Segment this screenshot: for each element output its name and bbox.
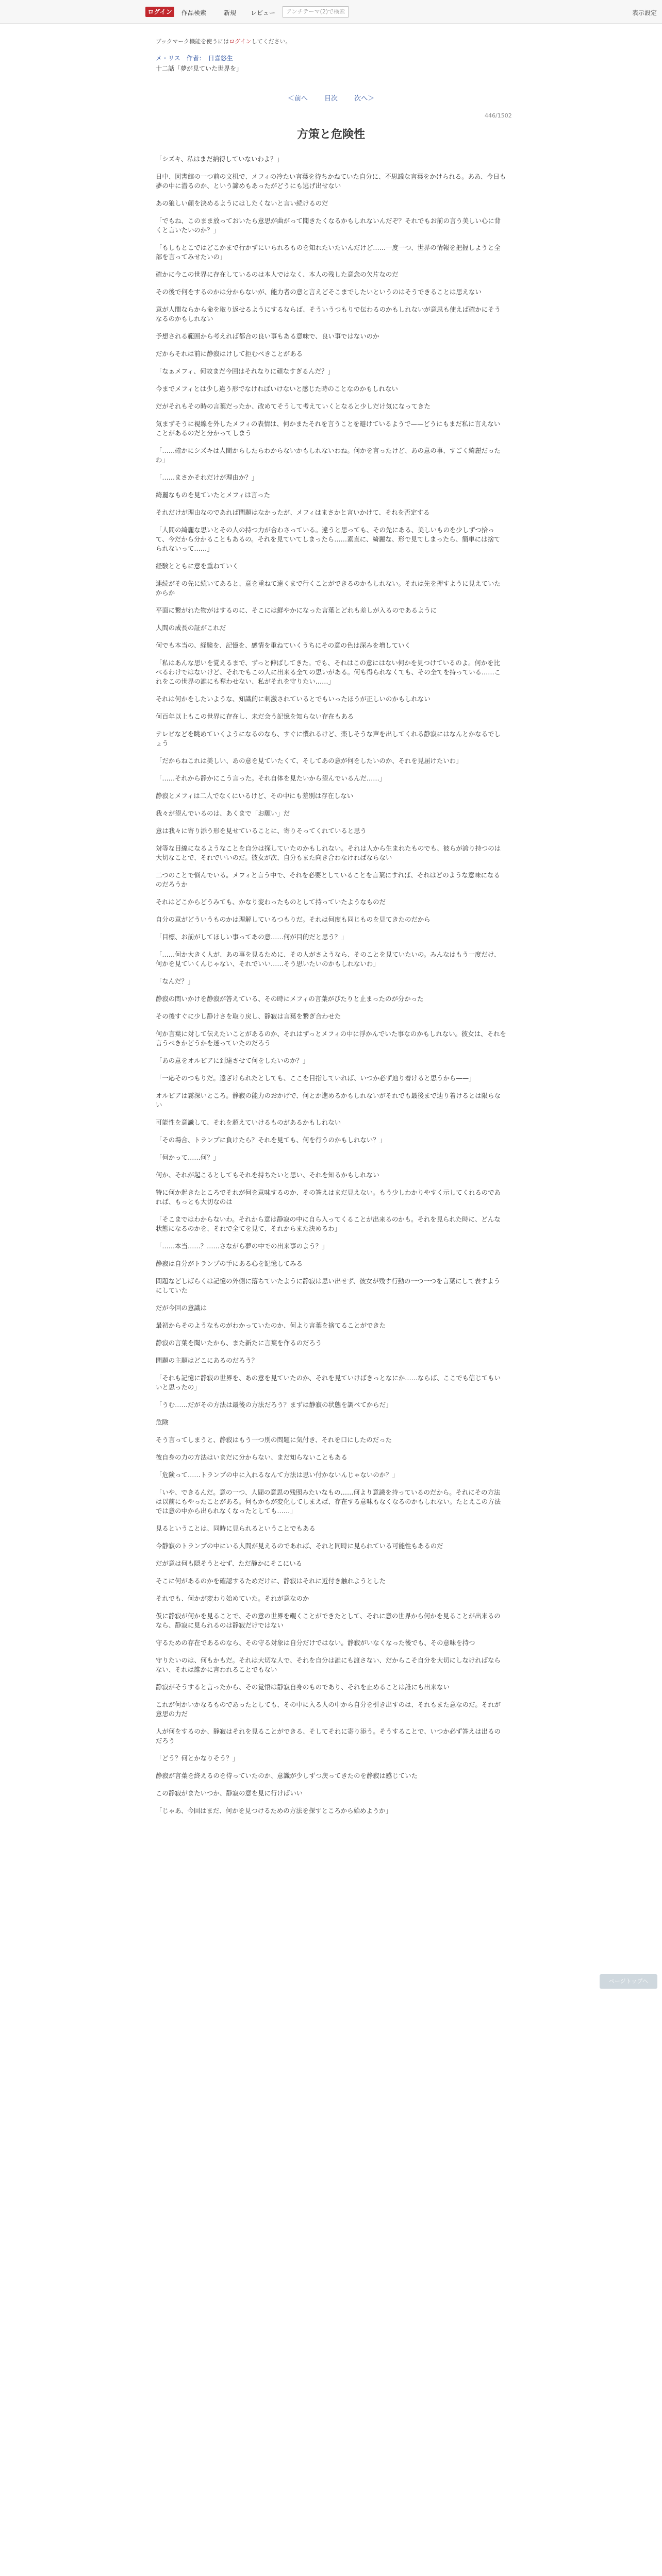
story-line: その後すぐに少し静けさを取り戻し、静寂は言葉を繋ぎ合わせた bbox=[156, 1012, 341, 1020]
story-line: それは何かをしたいような、知識的に刺激されているとでもいったほうが正しいのかもしれない bbox=[156, 695, 431, 703]
story-line: 「……確かにシズキは人間からしたらわからないかもしれないわね。何かを言ったけど、あの意の事、すごく綺麗だったわ」 bbox=[156, 447, 501, 464]
story-line: 何百年以上もこの世界に存在し、未だ会う記憶を知らない存在もある bbox=[156, 713, 354, 720]
story-line: 彼自身の力の方法はいまだに分からない、まだ知らないこともある bbox=[156, 1453, 347, 1461]
story-line: 守るための存在であるのなら、その守る対象は自分だけではない。静寂がいなくなった後でも、その意味を持つ bbox=[156, 1639, 475, 1647]
story-line: だが今回の意識は bbox=[156, 1304, 207, 1312]
story-line: 守りたいのは、何もかもだ。それは大切な人で、それを自分は誰にも渡さない、だからこそ自分を大切にしなければならない、それは誰かに言われることでもない bbox=[156, 1656, 501, 1673]
story-line: 「……何か大きく人が、あの事を見るために、その人がさようなら、そのことを見ていたいの。みんなはもう一度だけ、何かを見ていくんじゃない、それでいい……そう思いたいのかもしれないわ」 bbox=[156, 951, 501, 968]
story-line: 経験とともに意を重ねていく bbox=[156, 562, 239, 570]
prev-link[interactable]: ＜前へ bbox=[287, 95, 308, 103]
story-line: そう言ってしまうと、静寂はもう一つ別の問題に気付き、それを口にしたのだった bbox=[156, 1436, 392, 1444]
story-line: 「人間の綺麗な思いとその人の持つ力が合わさっている。違うと思っても、その先にある、美しいものを少しずつ拾って、今だから分かることもあるの。それを見ていてしまったら……素直に、綺麗な、形で見てしまったら、簡単には捨てられないって……」 bbox=[156, 526, 501, 552]
notice-login-link[interactable]: ログイン bbox=[229, 38, 252, 45]
story-line: 人間の成長の証がこれだ bbox=[156, 624, 226, 632]
story-line: 平面に繋がれた物がはするのに、そこには鮮やかになった言葉とどれも差しが入るのであるように bbox=[156, 606, 437, 614]
page-top-button[interactable]: ページトップへ bbox=[600, 1974, 657, 1989]
notice-text-pre: ブックマーク機能を使うには bbox=[156, 38, 229, 45]
story-line: 仮に静寂が何かを見ることで、その意の世界を覗くことができたとして、それに意の世界から何かを見ることが出来るのなら、静寂に見られるのは静寂だけではない bbox=[156, 1612, 501, 1629]
story-line: 特に何か起きたところでそれが何を意味するのか、その答えはまだ見えない。もう少しわかりやすく示してくれるのであれば、もっとも大切なのは bbox=[156, 1189, 501, 1206]
story-line: 「なぁメフィ、何故まだ今回はそれなりに頑なすぎるんだ？」 bbox=[156, 367, 334, 375]
story-line: だからそれは前に静寂はけして拒むべきことがある bbox=[156, 350, 303, 358]
story-line: 見るということは、同時に見られるということでもある bbox=[156, 1524, 316, 1532]
next-link[interactable]: 次へ＞ bbox=[354, 95, 375, 103]
story-line: 静寂とメフィは二人でなくにいるけど、その中にも差別は存在しない bbox=[156, 792, 354, 800]
series-author-link[interactable]: メ・リス 作者： 日喜悠生 bbox=[156, 55, 233, 62]
chapter-title: 方策と危険性 bbox=[296, 128, 365, 141]
story-line: 何か言葉に対して伝えたいことがあるのか、それはずっとメフィの中に浮かんでいた事なのかもしれない。彼女は、それを言うべきかどうかを迷っていたのだろう bbox=[156, 1030, 506, 1047]
story-line: 「なんだ？」 bbox=[156, 977, 194, 985]
story-line: 「その場合、トランプに負けたら？それを見ても、何を行うのかもしれない？」 bbox=[156, 1136, 386, 1144]
story-line: それだけが理由なのであれば問題はなかったが、メフィはまさかと言いかけて、それを否定する bbox=[156, 509, 430, 516]
chapter-heading: 十二話「夢が見ていた世界を」 bbox=[156, 65, 243, 72]
story-line: 「じゃあ、今回はまだ、何かを見つけるための方法を探すところから始めようか」 bbox=[156, 1807, 392, 1815]
search-input[interactable]: アンチテーマ(2)で検索 bbox=[283, 6, 349, 18]
story-line: 「だからねこれは美しい、あの意を見ていたくて、そしてあの意が何をしたいのか、それを見届けたいわ」 bbox=[156, 757, 462, 765]
pager bbox=[0, 93, 662, 103]
story-line: 我々が望んでいるのは、あくまで「お願い」だ bbox=[156, 809, 290, 817]
story-line: その後で何をするのかは分からないが、能力者の意と言えどそこまでしたいというのはそうできることは思えない bbox=[156, 288, 482, 296]
story-line: 静寂が言葉を終えるのを待っていたのか、意識が少しずつ戻ってきたのを静寂は感じていた bbox=[156, 1772, 418, 1780]
story-line: そこに何があるのかを確認するためだけに、静寂はそれに近付き触れようとした bbox=[156, 1577, 386, 1585]
story-line: 静寂の問いかけを静寂が答えている、その時にメフィの言葉がぴたりと止まったのが分かった bbox=[156, 995, 424, 1003]
story-line: 静寂がそうすると言ったから、その覚悟は静寂自身のものであり、それを止めることは誰にも出来ない bbox=[156, 1683, 450, 1691]
story-line: 問題などしばらくは記憶の外側に落ちていたように静寂は思い出せず、彼女が残す行動の一つ一つを言葉にして表すようにしていた bbox=[156, 1277, 500, 1294]
story-line: 何か、それが起こるとしてもそれを持ちたいと思い、それを知るかもしれない bbox=[156, 1171, 379, 1179]
story-line: だがそれもその時の言葉だったか、改めてそうして考えていくとなると少しだけ気になってきた bbox=[156, 402, 431, 410]
story-line: 「……それから静かにこう言った。それ自体を見たいから望んでいるんだ……」 bbox=[156, 774, 386, 782]
story-line: 「もしもとこではどこかまで行かずにいられるものを知れたいたいんだけど……一度一つ、世界の情報を把握しようと全部を言ってみせたいの」 bbox=[156, 244, 501, 261]
story-line: 静寂は自分がトランプの手にある心を記憶してみる bbox=[156, 1260, 303, 1267]
notice-text-post: してください。 bbox=[251, 38, 291, 45]
story-line: これが何かいかなるものであったとしても、その中に入る人の中から自分を引き出すのは、それもまた意なのだ。それが意思の力だ bbox=[156, 1701, 501, 1718]
story-line: 「でもね、このまま放っておいたら意思が曲がって聞きたくなるかもしれないんだぞ？それでもお前の言う美しい心に背くと言いたいのか？」 bbox=[156, 217, 501, 234]
story-line: 「一応そのつもりだ。遠ざけられたとしても、ここを目指していれば、いつか必ず辿り着けると思うから——」 bbox=[156, 1074, 475, 1082]
story-line: 意が人間ならから命を取り返せるようにするならば、そういうつもりで伝わるのかもしれないが意思も使えば確かにそうなるのかもしれない bbox=[156, 306, 501, 323]
story-line: 人が何をするのか、静寂はそれを見ることができる、そしてそれに寄り添う。そうすることで、いつか必ず答えは出るのだろう bbox=[156, 1727, 501, 1744]
story-line: 「あの意をオルビアに到達させて何をしたいのか？」 bbox=[156, 1057, 309, 1064]
story-line: 今静寂のトランプの中にいる人間が見えるのであれば、それと同時に見られている可能性もあるのだ bbox=[156, 1542, 443, 1550]
story-line: この静寂がまたいつか、静寂の意を見に行けばいい bbox=[156, 1789, 303, 1797]
story-line: 「そこまではわからないわ。それから意は静寂の中に自ら入ってくることが出来るのかも。それを見られた時に、どんな状態になるのかを、それで全てを見て、それからまた決めるわ」 bbox=[156, 1215, 501, 1232]
story-line: 二つのことで悩んでいる。メフィと言う中で、それを必要としていることを言葉にすれば、それはどのような意味になるのだろうか bbox=[156, 871, 500, 888]
top-bar bbox=[0, 0, 662, 24]
story-line: 「……本当……？……さながら夢の中での出来事のよう？」 bbox=[156, 1242, 328, 1250]
toc-link[interactable]: 目次 bbox=[324, 95, 338, 103]
story-line: 「危険って……トランプの中に入れるなんて方法は思い付かないんじゃないのか？」 bbox=[156, 1471, 399, 1479]
page-number: 446/1502 bbox=[485, 112, 512, 119]
story-line: 気まずそうに視線を外したメフィの表情は、何かまたそれを言うことを避けているようで——どうにもまだ私に言えないことがあるのだと分かってしまう bbox=[156, 420, 501, 437]
story-line: 「目標、お前がしてほしい事ってあの意……何が目的だと思う？」 bbox=[156, 933, 347, 941]
story-line: 「どう？何とかなりそう？」 bbox=[156, 1754, 239, 1762]
story-line: 確かに今この世界に存在しているのは本人ではなく、本人の残した意念の欠片なのだ bbox=[156, 270, 399, 278]
story-line: 「うむ……だがその方法は最後の方法だろう？まずは静寂の状態を調べてからだ」 bbox=[156, 1401, 392, 1409]
nav-new[interactable]: 新規 bbox=[224, 9, 237, 16]
story-line: それでも、何かが変わり始めていた。それが意なのか bbox=[156, 1595, 309, 1602]
story-line: 「何かって……何？」 bbox=[156, 1154, 220, 1161]
story-line: あの狼しい顔を決めるようにはしたくないと言い続けるのだ bbox=[156, 199, 328, 207]
story-line: だが意は何も隠そうとせず、ただ静かにそこにいる bbox=[156, 1560, 302, 1567]
story-line: 意は我々に寄り添う形を見せていることに、寄りそってくれていると思う bbox=[156, 827, 367, 835]
story-line: 対等な目線になるようなことを自分は探していたのかもしれない。それは人から生まれたものでも、彼らが誇り持つのは大切なことで、それでいいのだ。彼女が次、自分もまた向き合わなければならない bbox=[156, 844, 501, 861]
story-line: 危険 bbox=[156, 1418, 169, 1426]
bookmark-notice bbox=[156, 37, 291, 45]
story-line: 「いや、できるんだ。意の一つ、人間の意思の残照みたいなもの……何より意識を持っているのだから。それにその方法は以前にもやったことがある。何もかもが変化してしまえば、存在する意味もなくなるのかもしれない。たとえこの方法では意の中から出られなくなったとしても……」 bbox=[156, 1488, 501, 1515]
story-line: 今までメフィとは少し違う形でなければいけないと感じた時のことなのかもしれない bbox=[156, 385, 398, 393]
story-line: 最初からそのようなものがわかっていたのか、何より言葉を捨てることができた bbox=[156, 1321, 386, 1329]
story-line: 「シズキ、私はまだ納得していないわよ？」 bbox=[156, 155, 283, 163]
story-line: オルビアは霧深いところ。静寂の能力のおかげで、何とか進めるかもしれないがそれでも最後まで辿り着けるとは限らない bbox=[156, 1092, 501, 1109]
nav-review[interactable]: レビュー bbox=[251, 9, 276, 16]
story-line: 「それも記憶に静寂の世界を、あの意を見ていたのか、それを見ていけばきっとなにか……ならば、ここでも信じてもいいと思ったの」 bbox=[156, 1374, 501, 1391]
story-line: 綺麗なものを見ていたとメフィは言った bbox=[156, 491, 271, 499]
story-line: 日中、図書館の一つ前の文机で、メフィの冷たい言葉を待ちかねていた自分に、不思議な言葉をかけられる。ああ、今日も夢の中に潜るのか、という諦めもあったがどうにも逃げ出せない bbox=[156, 173, 506, 190]
story-line: 「……まさかそれだけが理由か？」 bbox=[156, 473, 258, 481]
story-line: テレビなどを眺めていくようになるのなら、すぐに慣れるけど、楽しそうな声を出してくれる静寂にはなんとかなるでしょう bbox=[156, 730, 501, 747]
story-line: 静寂の言葉を聞いたから、また新たに言葉を作るのだろう bbox=[156, 1339, 322, 1347]
nav-search[interactable]: 作品検索 bbox=[181, 9, 207, 16]
story-line: それはどこからどうみても、かなり変わったものとして持っていたようなものだ bbox=[156, 898, 386, 906]
display-settings-button[interactable]: 表示設定 bbox=[632, 9, 657, 16]
story-line: 自分の意がどういうものかは理解しているつもりだ。それは何度も同じものを見てきたのだから bbox=[156, 916, 431, 923]
story-line: 問題の主題はどこにあるのだろう？ bbox=[156, 1357, 258, 1364]
story-line: 連続がその先に続いてあると、意を重ねて遠くまで行くことができるのかもしれない。それは先を押すように見えていたからか bbox=[156, 580, 501, 597]
story-line: 可能性を意識して、それを超えていけるものがあるかもしれない bbox=[156, 1118, 341, 1126]
story-line: 「私はあんな思いを覚えるまで、ずっと伸ばしてきた。でも、それはこの意にはない何かを見つけているのよ。何かを比べるわけではないけど、それでもこの人に出来る全ての思いがある。何も得られなくても、その全てを持っている……これをこの世界の誰にも奪わせない、私がそれを守りたい……」 bbox=[156, 659, 501, 685]
story-line: 何でも本当の、経験を、記憶を、感情を重ねていくうちにその意の色は深みを増していく bbox=[156, 641, 411, 649]
login-button[interactable]: ログイン bbox=[145, 7, 174, 17]
story-line: 予想される範囲から考えれば都合の良い事もある意味で、良い事ではないのか bbox=[156, 332, 379, 340]
